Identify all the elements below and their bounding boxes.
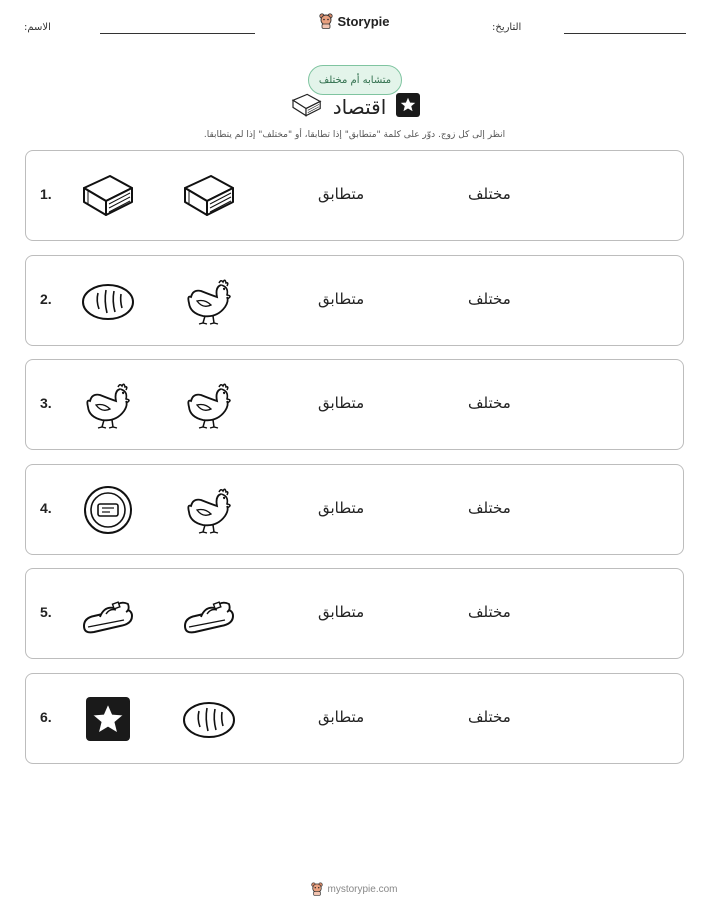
book-icon (181, 168, 237, 224)
same-option[interactable]: متطابق (318, 707, 365, 726)
different-option[interactable]: مختلف (468, 185, 511, 203)
exercise-row (25, 359, 684, 450)
different-option[interactable]: مختلف (468, 394, 511, 412)
different-option[interactable]: مختلف (468, 707, 511, 726)
brand-name: Storypie (337, 13, 390, 29)
name-line (100, 33, 255, 34)
exercise-row (25, 464, 684, 555)
coin-icon (80, 482, 136, 538)
exercise-row (25, 150, 684, 241)
star-icon (80, 691, 136, 747)
chicken-icon (80, 377, 136, 433)
chicken-icon (181, 482, 237, 538)
footer (0, 881, 709, 900)
name-label: الاسم: (24, 22, 51, 33)
same-option[interactable]: متطابق (318, 603, 365, 621)
exercise-row (25, 673, 684, 764)
row-number: 2. (40, 290, 52, 307)
bread-icon (181, 691, 237, 747)
row-number: 3. (40, 395, 52, 411)
star-icon (396, 93, 420, 121)
page-title: اقتصاد (332, 95, 387, 119)
instructions: انظر إلى كل زوج. دوّر على كلمة "متطابق" إذا تطابقا، أو "مختلف" إذا لم يتطابقا. (203, 130, 506, 140)
bear-mascot-icon (319, 13, 333, 29)
exercise-row (25, 255, 684, 346)
date-line (564, 33, 686, 34)
different-option[interactable]: مختلف (468, 498, 511, 517)
same-option[interactable]: متطابق (318, 394, 365, 412)
row-number: 4. (40, 499, 52, 516)
row-number: 1. (40, 186, 52, 202)
different-option[interactable]: مختلف (468, 289, 511, 308)
book-icon (289, 92, 323, 122)
row-number: 5. (40, 604, 52, 620)
different-option[interactable]: مختلف (468, 603, 511, 621)
same-option[interactable]: متطابق (318, 185, 365, 203)
same-option[interactable]: متطابق (318, 289, 365, 308)
sandal-icon (181, 586, 237, 642)
bear-mascot-icon (311, 882, 323, 896)
topic-badge: متشابه أم مختلف (308, 65, 402, 95)
book-icon (80, 168, 136, 224)
sandal-icon (80, 586, 136, 642)
date-label: التاريخ: (492, 22, 522, 33)
chicken-icon (181, 273, 237, 329)
same-option[interactable]: متطابق (318, 498, 365, 517)
footer-url[interactable]: mystorypie.com (327, 883, 398, 895)
bread-icon (80, 273, 136, 329)
title-row (0, 92, 709, 122)
exercise-row (25, 568, 684, 659)
chicken-icon (181, 377, 237, 433)
brand-logo (0, 13, 709, 33)
row-number: 6. (40, 708, 52, 725)
